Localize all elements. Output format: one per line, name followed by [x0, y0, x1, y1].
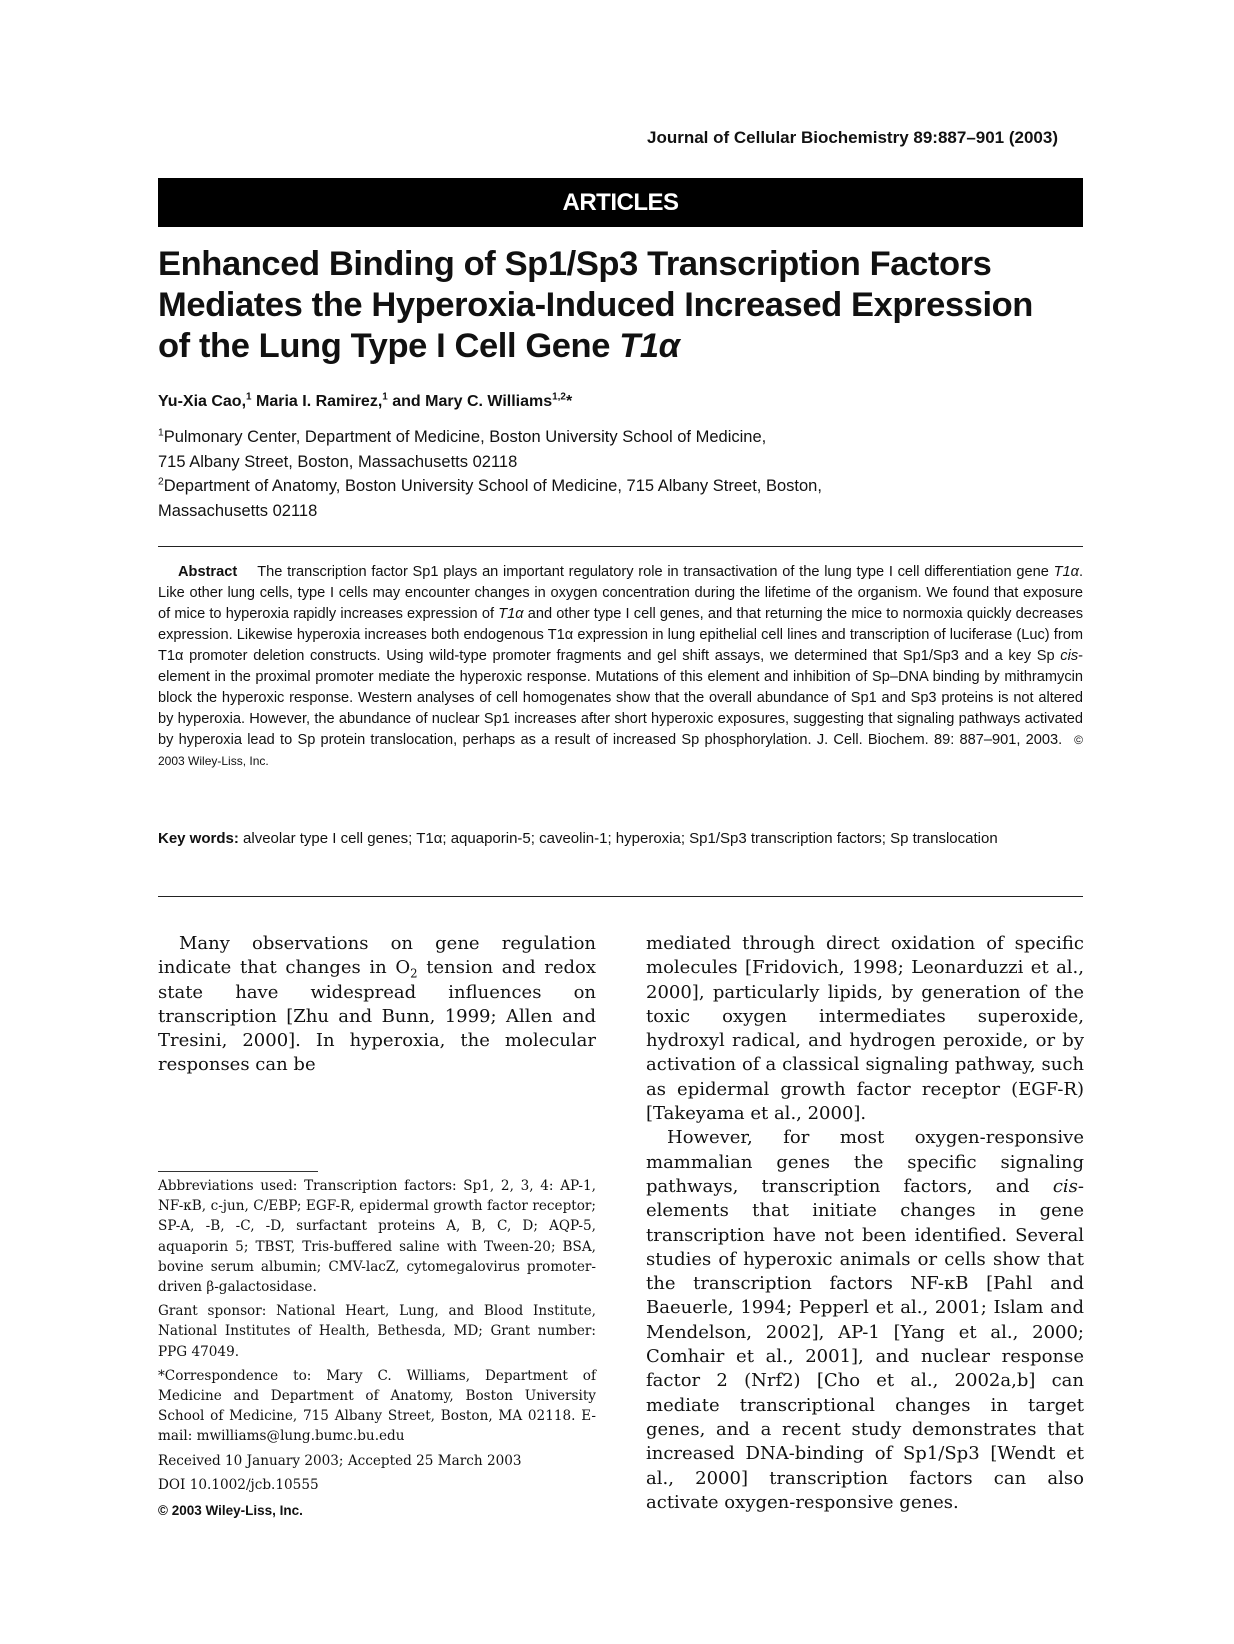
body-paragraph	[646, 1126, 1084, 1515]
author-list	[158, 393, 572, 411]
affiliation-line	[158, 425, 1088, 450]
abstract-text: . Like other lung cells, type I cells may encounter changes in oxygen concentration during the lifetime of the organism. We found that exposure of mice to hyperoxia rapidly increases expression of	[158, 564, 1083, 622]
body-paragraph: mediated through direct oxidation of specific molecules [Fridovich, 1998; Leonarduzzi et al., 2000], particularly lipids, by generation of the toxic oxygen intermediates superoxide, hydroxyl radical, and hydrogen peroxide, or by activation of a classical signaling pathway, such as epidermal growth factor receptor (EGF-R) [Takeyama et al., 2000].	[646, 933, 1084, 1125]
affiliation-text: Massachusetts 02118	[158, 501, 318, 520]
journal-citation: Journal of Cellular Biochemistry 89:887–901 (2003)	[646, 128, 1058, 147]
abstract-top-rule	[158, 546, 1083, 547]
affiliation-text: Department of Anatomy, Boston University School of Medicine, 715 Albany Street, Boston,	[163, 477, 822, 495]
abstract-text: and other type I cell genes, and that returning the mice to normoxia quickly decreases expression. Likewise hyperoxia increases both endogenous T1α expression in lung epithelial cell lines and transcription of luciferase (Luc) from T1α promoter deletion constructs. Using wild-type promoter fragments and gel shift assays, we determined that Sp1/Sp3 and a key Sp	[158, 606, 1083, 664]
author-affiliation-mark: 1	[382, 391, 388, 403]
affiliation-text: 715 Albany Street, Boston, Massachusetts 02118	[158, 452, 518, 471]
footnote-doi: DOI 10.1002/jcb.10555	[158, 1476, 319, 1493]
footnotes	[158, 1176, 596, 1525]
keywords-label: Key words:	[158, 830, 239, 847]
title-line-3-text: of the Lung Type I Cell Gene	[158, 327, 611, 365]
title-line-2: Mediates the Hyperoxia-Induced Increased Expression	[158, 286, 1033, 324]
affiliation-text: Pulmonary Center, Department of Medicine, Boston University School of Medicine,	[163, 428, 767, 446]
author-affiliation-mark: 1	[246, 391, 252, 403]
footnote-abbreviations: Abbreviations used: Transcription factors: Sp1, 2, 3, 4: AP-1, NF-κB, c-jun, C/EBP; EGF-R, epidermal growth factor receptor; SP-A, -B, -C, -D, surfactant proteins A, B, C, D; AQP-5, aquaporin 5; TBST, Tris-buffered saline with Tween-20; BSA, bovine serum albumin; CMV-lacZ, cytomegalovirus promoter-driven β-galactosidase.	[158, 1178, 596, 1296]
body-text: However, for most oxygen-responsive mammalian genes the specific signaling pathways, transcription factors, and	[646, 1127, 1084, 1197]
keywords-bottom-rule	[158, 896, 1083, 897]
author-affiliation-mark: 1,2	[552, 391, 566, 403]
affiliation-mark: 2	[158, 476, 164, 488]
body-text: -elements that initiate changes in gene transcription have not been identified. Several studies of hyperoxic animals or cells show that the transcription factors NF-κB [Pahl and Baeuerle, 1994; Pepperl et al., 2001; Islam and Mendelson, 2002], AP-1 [Yang et al., 2000; Comhair et al., 2001], and nuclear response factor 2 (Nrf2) [Cho et al., 2002a,b] can mediate transcriptional changes in target genes, and a recent study demonstrates that increased DNA-binding of Sp1/Sp3 [Wendt et al., 2000] transcription factors can also activate oxygen-responsive genes.	[646, 1175, 1084, 1513]
affiliation-line	[158, 450, 1088, 475]
body-text: tension and redox state have widespread influences on transcription [Zhu and Bunn, 1999; Allen and Tresini, 2000]. In hyperoxia, the molecular responses can be	[158, 957, 596, 1076]
footnote-correspondence: *Correspondence to: Mary C. Williams, Department of Medicine and Department of Anatomy, Boston University School of Medicine, 715 Albany Street, Boston, MA 02118. E-mail: mwilliams@lung.bumc.bu.edu	[158, 1367, 596, 1445]
abstract-copyright: © 2003 Wiley-Liss, Inc.	[158, 733, 1083, 768]
author-name: and Mary C. Williams	[392, 393, 553, 410]
abstract-gene-name: T1α	[498, 606, 524, 622]
corresponding-author-mark: *	[565, 393, 573, 410]
footnote-copyright: © 2003 Wiley-Liss, Inc.	[158, 1503, 303, 1519]
abstract-text: -element in the proximal promoter mediate the hyperoxic response. Mutations of this element and inhibition of Sp–DNA binding by mithramycin block the hyperoxic response. Western analyses of cell homogenates show that the overall abundance of Sp1 and Sp3 proteins is not altered by hyperoxia. However, the abundance of nuclear Sp1 increases after short hyperoxic exposures, suggesting that signaling pathways activated by hyperoxia lead to Sp protein translocation, perhaps as a result of increased Sp phosphorylation. J. Cell. Biochem. 89: 887–901, 2003.	[158, 648, 1083, 748]
body-column-right	[646, 932, 1084, 1515]
article-title	[158, 244, 1088, 367]
keywords	[158, 828, 1083, 850]
abstract-text: The transcription factor Sp1 plays an important regulatory role in transactivation of the lung type I cell differentiation gene	[257, 564, 1054, 580]
title-line-1: Enhanced Binding of Sp1/Sp3 Transcription Factors	[158, 245, 992, 283]
section-banner	[158, 178, 1083, 227]
abstract	[158, 562, 1083, 772]
affiliation-mark: 1	[158, 427, 164, 439]
body-column-left	[158, 932, 596, 1078]
abstract-cis-term: cis	[1060, 648, 1079, 664]
body-text: Many observations on gene regulation indicate that changes in O	[158, 933, 596, 979]
title-gene-name: T1α	[619, 327, 680, 365]
footnote-grant: Grant sponsor: National Heart, Lung, and Blood Institute, National Institutes of Health, Bethesda, MD; Grant number: PPG 47049.	[158, 1303, 596, 1360]
affiliation-line	[158, 499, 1088, 524]
section-label: ARTICLES	[562, 189, 679, 216]
author-name: Maria I. Ramirez,	[256, 393, 383, 410]
footnote-rule	[158, 1171, 318, 1172]
title-line-3	[158, 326, 1088, 367]
keywords-text: alveolar type I cell genes; T1α; aquaporin-5; caveolin-1; hyperoxia; Sp1/Sp3 transcription factors; Sp translocation	[243, 830, 998, 847]
affiliations	[158, 425, 1088, 523]
abstract-label: Abstract	[178, 564, 238, 580]
author-name: Yu-Xia Cao,	[158, 393, 247, 410]
footnote-received: Received 10 January 2003; Accepted 25 March 2003	[158, 1452, 522, 1469]
abstract-gene-name: T1α	[1053, 564, 1079, 580]
body-cis-term: cis	[1052, 1175, 1078, 1197]
body-paragraph	[158, 932, 596, 1078]
affiliation-line	[158, 474, 1088, 499]
subscript: 2	[410, 966, 418, 981]
